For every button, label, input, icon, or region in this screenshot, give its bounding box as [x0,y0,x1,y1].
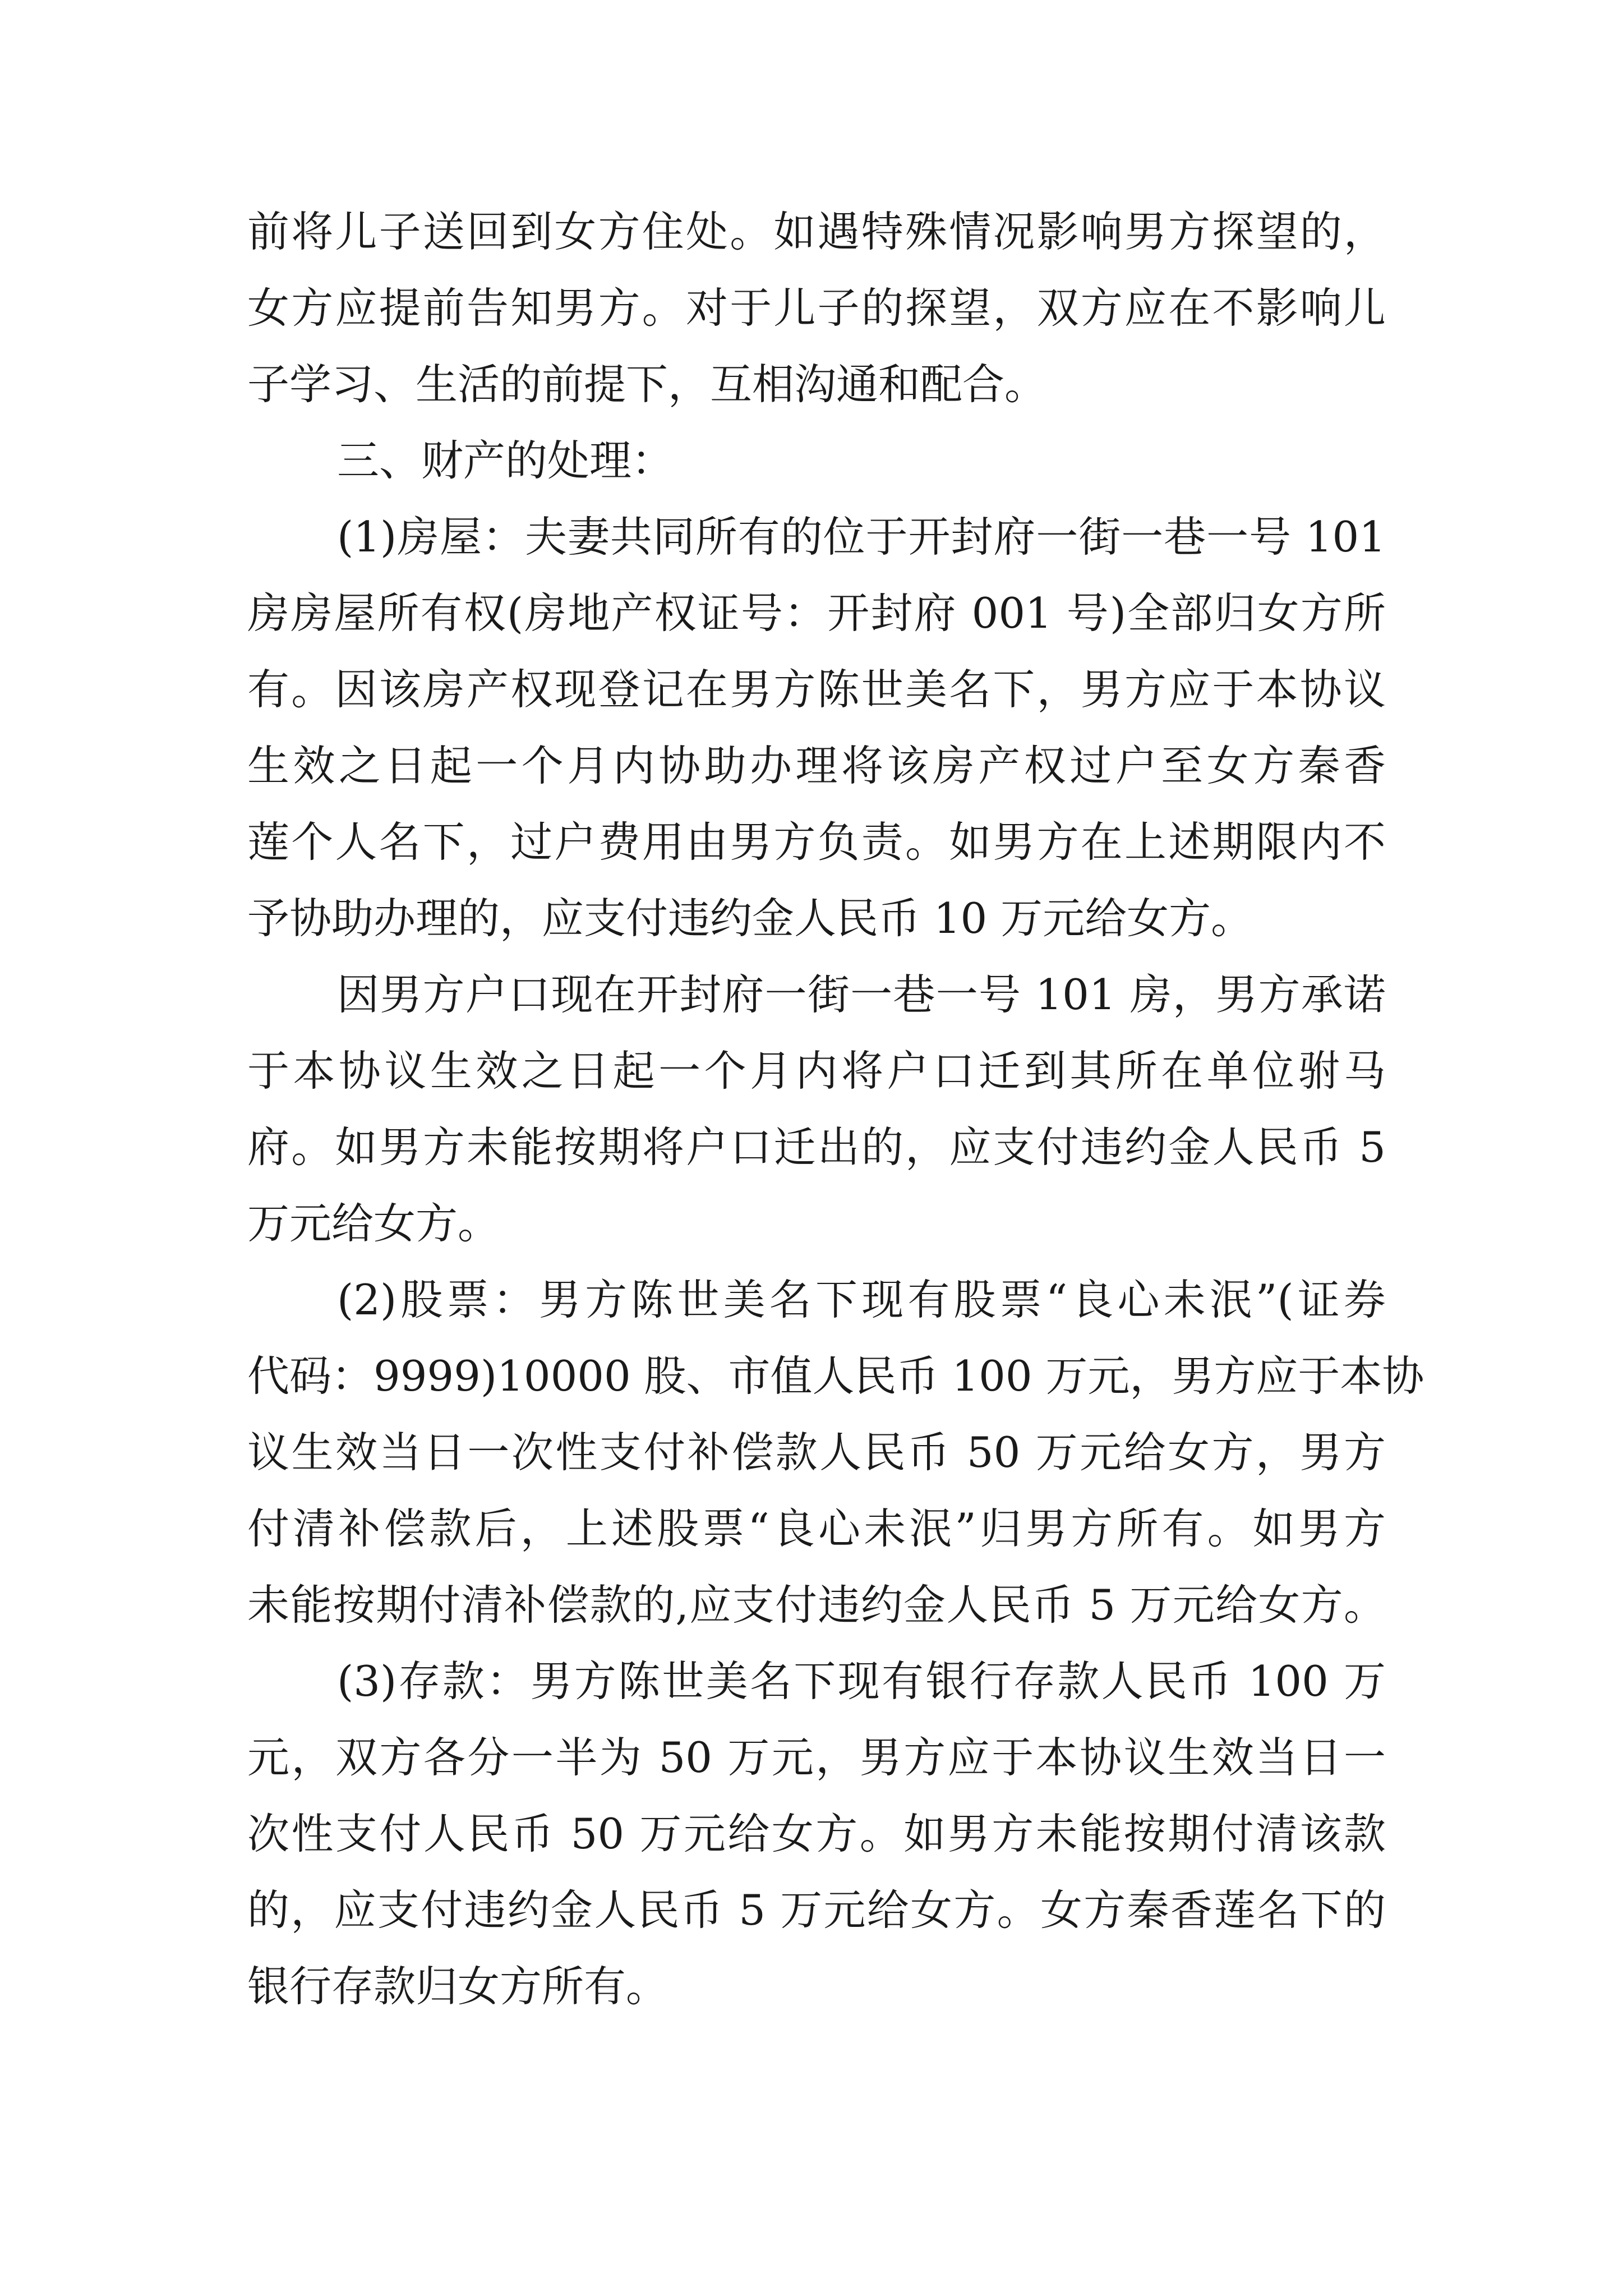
text-line: 府。如男方未能按期将户口迁出的，应支付违约金人民币 5 [247,1122,1386,1172]
text-line: 子学习、生活的前提下，互相沟通和配合。 [247,360,1047,409]
text-line: 前将儿子送回到女方住处。如遇特殊情况影响男方探望的， [247,207,1386,256]
text-line: 三、财产的处理： [337,436,674,485]
text-line: 次性支付人民币 50 万元给女方。如男方未能按期付清该款 [247,1809,1386,1858]
text-line: 生效之日起一个月内协助办理将该房产权过户至女方秦香 [247,741,1386,790]
text-line: 议生效当日一次性支付补偿款人民币 50 万元给女方，男方 [247,1428,1386,1477]
text-line: 未能按期付清补偿款的,应支付违约金人民币 5 万元给女方。 [247,1580,1386,1630]
text-line: 于本协议生效之日起一个月内将户口迁到其所在单位驸马 [247,1046,1386,1096]
text-line: 有。因该房产权现登记在男方陈世美名下，男方应于本协议 [247,665,1386,714]
text-line: 女方应提前告知男方。对于儿子的探望，双方应在不影响儿 [247,283,1386,333]
text-line: 的，应支付违约金人民币 5 万元给女方。女方秦香莲名下的 [247,1885,1386,1935]
text-line: (3)存款：男方陈世美名下现有银行存款人民币 100 万 [337,1657,1386,1706]
text-line: 因男方户口现在开封府一街一巷一号 101 房，男方承诺 [337,970,1386,1019]
text-line: (2)股票：男方陈世美名下现有股票“良心未泯”(证券 [337,1275,1386,1324]
document-body [247,194,1424,2024]
text-line: 付清补偿款后，上述股票“良心未泯”归男方所有。如男方 [247,1504,1386,1553]
text-line: (1)房屋：夫妻共同所有的位于开封府一街一巷一号 101 [337,512,1386,562]
text-line: 房房屋所有权(房地产权证号：开封府 001 号)全部归女方所 [247,588,1386,638]
text-line: 代码：9999)10000 股、市值人民币 100 万元，男方应于本协 [247,1351,1424,1401]
text-line: 万元给女方。 [247,1199,500,1248]
text-line: 莲个人名下，过户费用由男方负责。如男方在上述期限内不 [247,817,1386,867]
text-line: 元，双方各分一半为 50 万元，男方应于本协议生效当日一 [247,1733,1386,1782]
text-line: 银行存款归女方所有。 [247,1962,668,2011]
text-line: 予协助办理的，应支付违约金人民币 10 万元给女方。 [247,894,1253,943]
